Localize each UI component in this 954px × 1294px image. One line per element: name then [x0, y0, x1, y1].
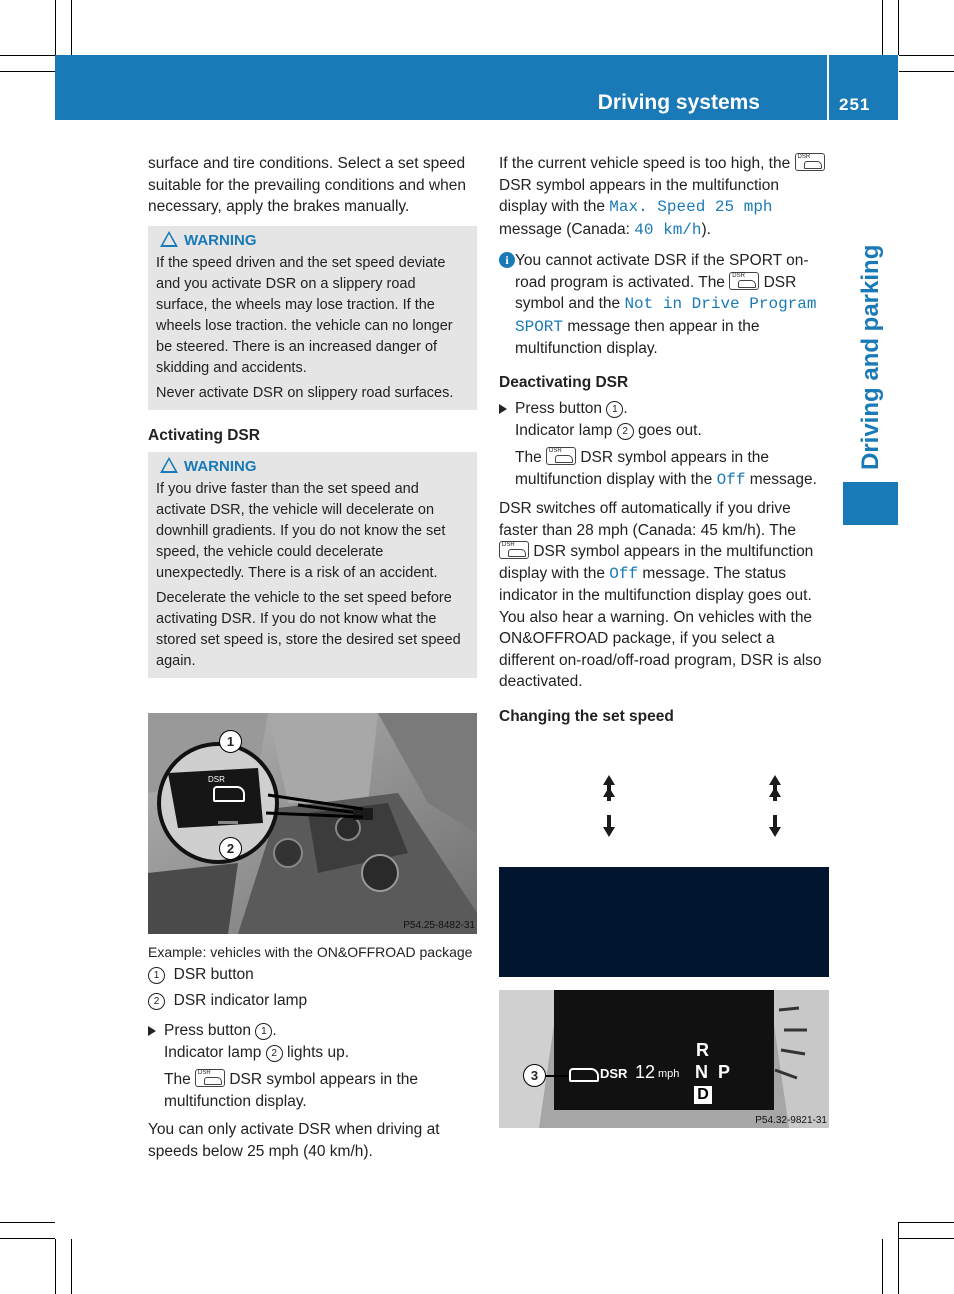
crop-mark [0, 71, 55, 72]
info-note: i You cannot activate DSR if the SPORT on-road program is activated. The DSR DSR symbol and the Not in Drive Program SPORT message then appear in the multifunction display. [499, 250, 829, 360]
dsr-symbol-icon: DSR [499, 541, 529, 559]
header-divider [827, 55, 829, 120]
up-arrow-icon [769, 787, 781, 801]
cluster-illustration [499, 990, 829, 1128]
step-arrow-icon [499, 404, 507, 414]
figure-dsr-button-photo [148, 713, 477, 934]
figure-instrument-cluster [499, 990, 829, 1128]
cluster-speed-unit: mph [658, 1068, 680, 1080]
cluster-dsr-label: DSR [600, 1066, 628, 1081]
chapter-side-title: Driving and parking [857, 244, 884, 470]
arrow-diagram [499, 765, 829, 977]
crop-mark [71, 1239, 72, 1294]
up-arrow-icon [603, 787, 615, 801]
warning-triangle-icon [160, 457, 178, 473]
console-illustration [148, 713, 477, 934]
legend-number: 2 [148, 993, 165, 1010]
crop-mark [899, 71, 954, 72]
callout-3: 3 [523, 1064, 546, 1087]
instruction-step: Press button 1 . Indicator lamp 2 goes out. The DSR DSR symbol appears in the multifunction display with the Off message. [499, 398, 829, 491]
page-header [55, 55, 898, 120]
crop-mark [898, 1222, 899, 1294]
page-number: 251 [839, 95, 871, 114]
warning-body: If the speed driven and the set speed deviate and you activate DSR on a slippery road surface, the wheels may lose traction. If the wheels lose traction. the vehicle can no longer be steered. There is an increased danger of skidding and accidents. [156, 254, 453, 376]
instruction-step: Press button 1 . Indicator lamp 2 lights up. The DSR DSR symbol appears in the multifunction display. [148, 1020, 477, 1112]
section-title: Driving systems [597, 91, 760, 114]
legend-item: 2 DSR indicator lamp [148, 990, 477, 1012]
figure-caption: Example: vehicles with the ON&OFFROAD package [148, 944, 473, 960]
callout-line [546, 1075, 568, 1077]
left-column-lower [148, 942, 477, 1162]
dsr-car-icon [569, 1068, 599, 1082]
warning-triangle-icon [160, 231, 178, 247]
legend-item: 1 DSR button [148, 964, 477, 986]
crop-mark [898, 0, 899, 55]
crop-mark [899, 1238, 954, 1239]
down-arrow-icon [769, 815, 781, 837]
dsr-symbol-icon: DSR [729, 272, 759, 290]
crop-mark [55, 0, 56, 55]
crop-mark [882, 0, 883, 55]
gear-d: D [694, 1086, 712, 1104]
heading-activating-dsr: Activating DSR [148, 426, 260, 444]
heading-changing-set-speed: Changing the set speed [499, 707, 674, 725]
warning-advice: Never activate DSR on slippery road surfaces. [156, 384, 454, 401]
warning-advice: Decelerate the vehicle to the set speed before activating DSR. If you do not know what the stored set speed is, store the desired set speed again. [156, 590, 461, 669]
display-panel [499, 867, 829, 977]
warning-title: WARNING [156, 456, 469, 479]
gear-p: P [718, 1062, 731, 1082]
crop-mark [0, 55, 55, 56]
auto-switch-off-paragraph: DSR switches off automatically if you drive faster than 28 mph (Canada: 45 km/h). The DSR DSR symbol appears in the multifunction display with the Off message. The status indicator in the multifunction display goes out. You also hear a warning. On vehicles with the ON&OFFROAD package, if you select a different on-road/off-road program, DSR is also deactivated. [499, 500, 822, 690]
crop-mark [0, 1238, 55, 1239]
down-arrow-icon [603, 815, 615, 837]
right-column [499, 153, 829, 727]
heading-deactivating-dsr: Deactivating DSR [499, 373, 629, 391]
left-column [148, 153, 477, 678]
legend-number: 1 [148, 967, 165, 984]
warning-title: WARNING [156, 230, 469, 253]
dsr-car-icon [213, 786, 245, 802]
closing-paragraph: You can only activate DSR when driving at speeds below 25 mph (40 km/h). [148, 1121, 440, 1160]
figure-code: P54.32-9821-31 [755, 1115, 827, 1126]
info-icon: i [499, 252, 515, 268]
dsr-button-label: DSR [208, 775, 225, 784]
cluster-speed: 12 [635, 1062, 656, 1082]
chapter-tab [843, 482, 898, 525]
crop-mark [71, 0, 72, 55]
dsr-symbol-icon: DSR [546, 447, 576, 465]
crop-mark [0, 1222, 55, 1223]
crop-mark [55, 1239, 56, 1294]
warning-body: If you drive faster than the set speed and activate DSR, the vehicle will decelerate on downhill gradients. If you do not know the set speed, the vehicle could decelerate unexpectedly. There is a risk of an accident. [156, 481, 446, 581]
warning-box [148, 452, 477, 678]
crop-mark [899, 1222, 954, 1223]
dsr-symbol-icon: DSR [195, 1069, 225, 1087]
figure-speed-controls [499, 765, 829, 977]
gear-n: N [695, 1062, 708, 1082]
crop-mark [899, 55, 954, 56]
gear-r: R [696, 1040, 709, 1060]
speed-too-high-paragraph: If the current vehicle speed is too high, the DSR DSR symbol appears in the multifunction display with the Max. Speed 25 mph message (Canada: 40 km/h). [499, 153, 829, 241]
warning-box [148, 226, 477, 410]
crop-mark [882, 1239, 883, 1294]
intro-paragraph: surface and tire conditions. Select a set speed suitable for the prevailing conditions and when necessary, apply the brakes manually. [148, 155, 466, 215]
dsr-symbol-icon: DSR [795, 153, 825, 171]
figure-code: P54.25-8482-31 [403, 920, 475, 931]
step-arrow-icon [148, 1026, 156, 1036]
callout-1: 1 [219, 730, 242, 753]
callout-2: 2 [219, 837, 242, 860]
